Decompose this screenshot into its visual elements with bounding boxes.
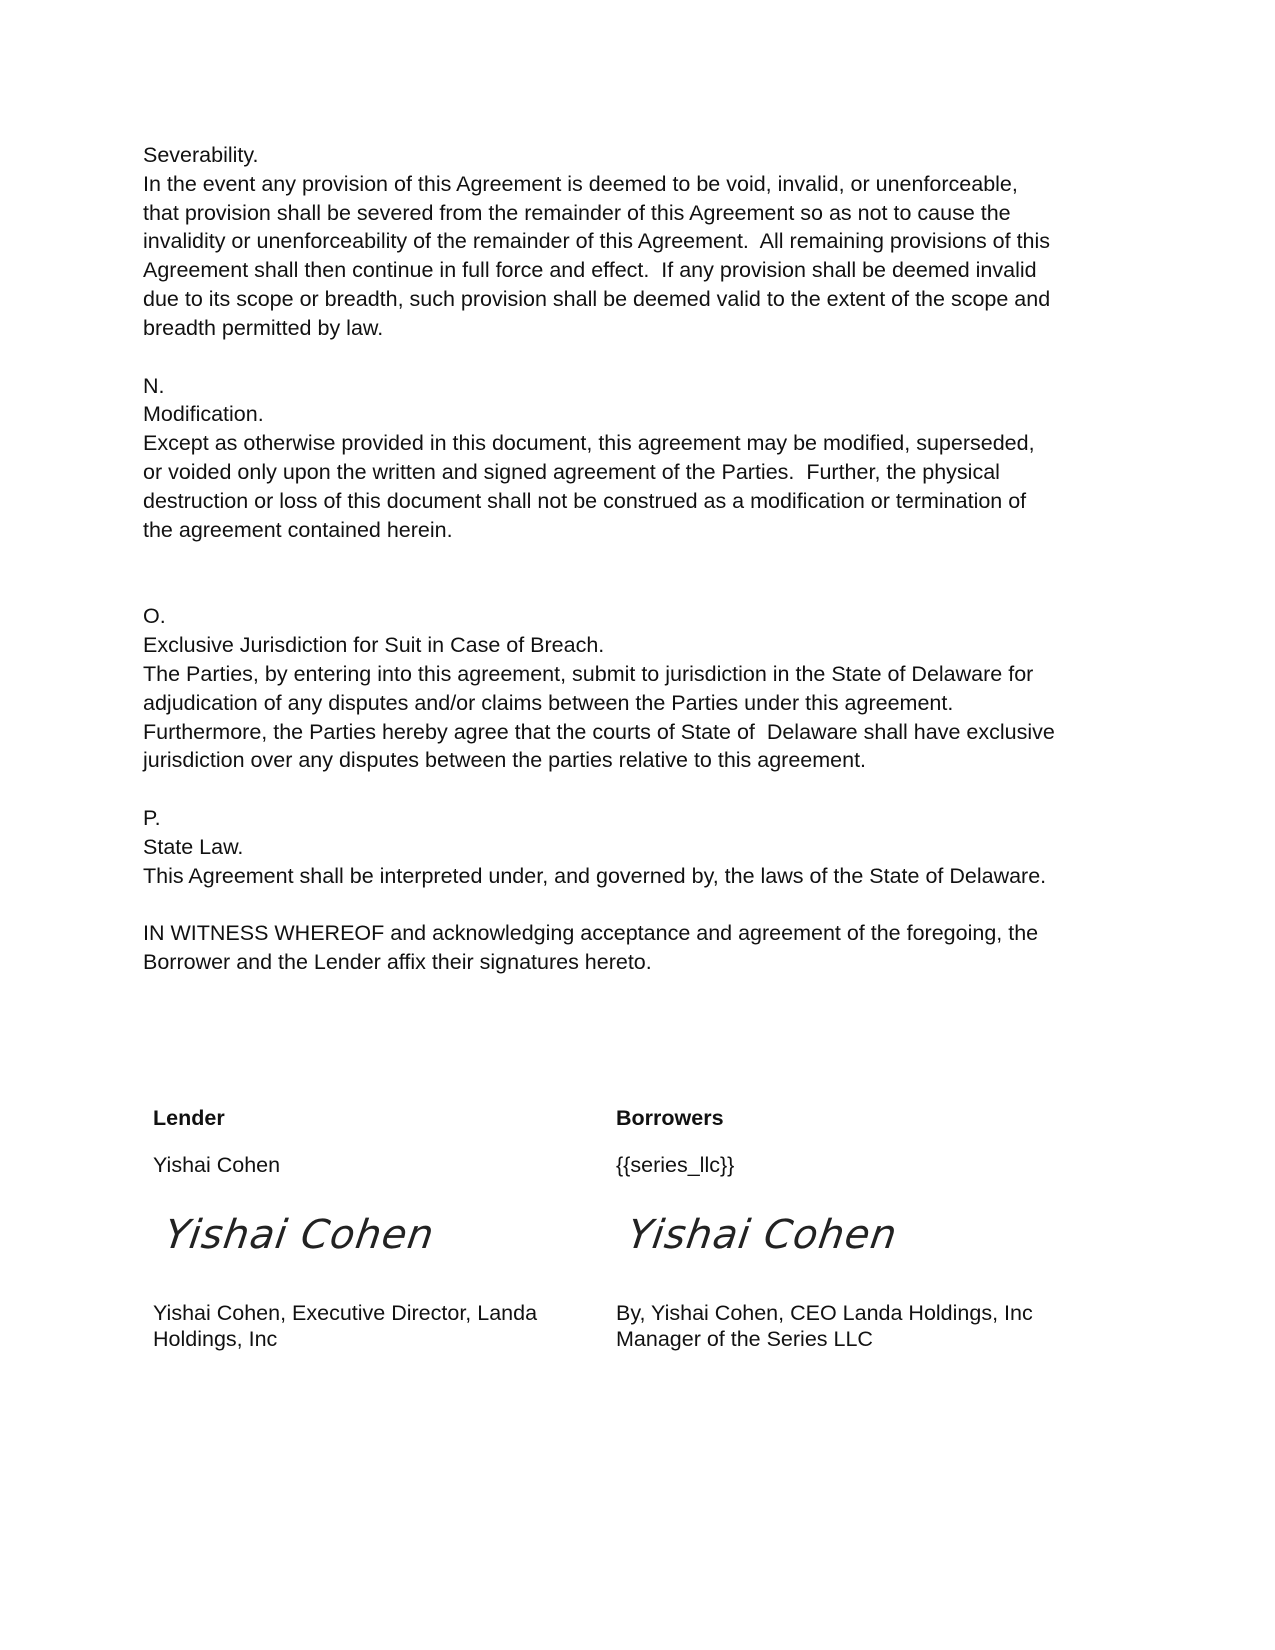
section-2-line: adjudication of any disputes and/or claims between the Parties under this agreement. [143, 691, 954, 715]
lender-signature: Yishai Cohen [161, 1212, 438, 1258]
section-3-line: P. [143, 806, 161, 830]
section-0-line: that provision shall be severed from the remainder of this Agreement so as not to cause the [143, 201, 1011, 225]
borrower-signature: Yishai Cohen [624, 1212, 901, 1258]
borrower-heading: Borrowers [616, 1106, 724, 1130]
section-0-line: breadth permitted by law. [143, 316, 384, 340]
section-2-line: jurisdiction over any disputes between the parties relative to this agreement. [143, 748, 867, 772]
section-2-line: Furthermore, the Parties hereby agree that the courts of State of Delaware shall have exclusive [143, 720, 1055, 744]
section-0-line: due to its scope or breadth, such provision shall be deemed valid to the extent of the scope and [143, 287, 1051, 311]
section-2-line: O. [143, 604, 166, 628]
lender-name: Yishai Cohen [153, 1153, 281, 1177]
borrower-title-line-1: By, Yishai Cohen, CEO Landa Holdings, Inc [616, 1301, 1033, 1325]
section-1-line: the agreement contained herein. [143, 518, 453, 542]
section-4-line: IN WITNESS WHEREOF and acknowledging acceptance and agreement of the foregoing, the [143, 921, 1039, 945]
section-1-line: destruction or loss of this document shall not be construed as a modification or termination of [143, 489, 1027, 513]
section-0-line: Severability. [143, 143, 259, 167]
lender-title-line-1: Yishai Cohen, Executive Director, Landa [153, 1301, 538, 1325]
borrower-name: {{series_llc}} [616, 1153, 735, 1177]
section-3-line: State Law. [143, 835, 244, 859]
section-1-line: Modification. [143, 402, 264, 426]
section-1-line: N. [143, 374, 165, 398]
section-0-line: In the event any provision of this Agreement is deemed to be void, invalid, or unenforceable, [143, 172, 1018, 196]
section-2-line: Exclusive Jurisdiction for Suit in Case of Breach. [143, 633, 605, 657]
section-0-line: invalidity or unenforceability of the remainder of this Agreement. All remaining provisions of this [143, 229, 1051, 253]
borrower-title-line-2: Manager of the Series LLC [616, 1327, 873, 1351]
section-1-line: or voided only upon the written and signed agreement of the Parties. Further, the physical [143, 460, 1000, 484]
section-4-line: Borrower and the Lender affix their signatures hereto. [143, 950, 652, 974]
section-3-line: This Agreement shall be interpreted under, and governed by, the laws of the State of Delaware. [143, 864, 1047, 888]
section-0-line: Agreement shall then continue in full force and effect. If any provision shall be deemed invalid [143, 258, 1037, 282]
section-2-line: The Parties, by entering into this agreement, submit to jurisdiction in the State of Delaware for [143, 662, 1034, 686]
lender-heading: Lender [153, 1106, 225, 1130]
section-1-line: Except as otherwise provided in this document, this agreement may be modified, superseded, [143, 431, 1035, 455]
lender-title-line-2: Holdings, Inc [153, 1327, 278, 1351]
